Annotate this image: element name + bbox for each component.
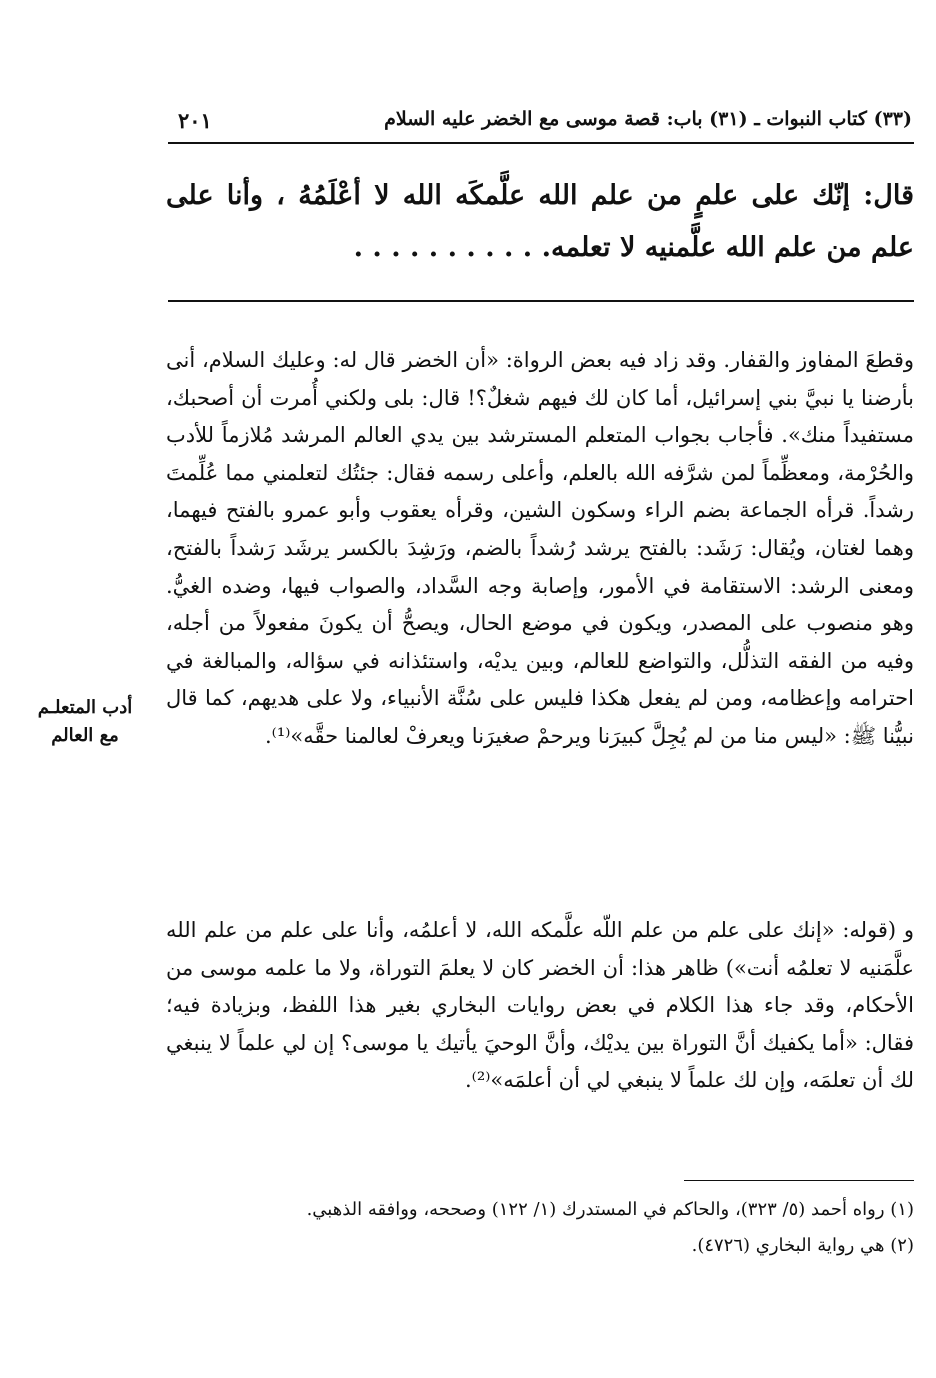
footnote-1: (١) رواه أحمد (٥/ ٣٢٣)، والحاكم في المستدرك (١/ ١٢٢) وصححه، ووافقه الذهبي. xyxy=(306,1199,914,1220)
page-number: ٢٠١ xyxy=(178,108,212,133)
footnotes xyxy=(166,1192,914,1264)
hadith-divider xyxy=(168,300,914,302)
margin-note xyxy=(10,694,160,750)
header-divider xyxy=(168,142,914,144)
footnote-divider xyxy=(684,1180,914,1181)
hadith-text: قال: إنّك على علمٍ من علم الله علَّمكَه الله لا أعْلَمُهُ ، وأنا على علم من علم الله علَّمنيه لا تعلمه. . . . . . . . . . . xyxy=(166,180,914,263)
margin-note-line-2: مع العالم xyxy=(51,725,119,746)
margin-note-line-1: أدب المتعلـم xyxy=(37,697,133,718)
footnote-2: (٢) هي رواية البخاري (٤٧٢٦). xyxy=(691,1235,914,1256)
commentary-paragraph-1: وقطعَ المفاوز والقفار. وقد زاد فيه بعض الرواة: «أن الخضر قال له: وعليك السلام، أنى بأرضنا يا نبيَّ بني إسرائيل، أما كان لك فيهم شغلٌ؟! قال: بلى ولكني أُمرت أن أصحبك، مستفيداً منك». فأجاب بجواب المتعلم المسترشد بين يدي العالم المرشد مُلازماً للأدب والحُرْمة، ومعظِّماً لمن شرَّفه الله بالعلم، وأعلى رسمه فقال: جئتُك لتعلمني مما عُلِّمتَ رشداً. قرأه الجماعة بضم الراء وسكون الشين، وقرأه يعقوب وأبو عمرو بالفتح فيهما، وهما لغتان، ويُقال: رَشَد: بالفتح يرشد رُشداً بالضم، ورَشِدَ بالكسر يرشَد رَشداً بالفتح، ومعنى الرشد: الاستقامة في الأمور، وإصابة وجه السَّداد، والصواب فيها، وضده الغيُّ. وهو منصوب على المصدر، ويكون في موضع الحال، ويصحُّ أن يكونَ مفعولاً من أجله، وفيه من الفقه التذلُّل، والتواضع للعالم، وبين يديْه، واستئذانه في سؤاله، والمبالغة في احترامه وإعظامه، ومن لم يفعل هكذا فليس على سُنَّة الأنبياء، ولا على هديهم، كما قال نبيُّنا ﷺ: «ليس منا من لم يُجِلَّ كبيرَنا ويرحمْ صغيرَنا ويعرفْ لعالمنا حقَّه»⁽¹⁾. xyxy=(166,348,914,748)
page-header xyxy=(170,108,912,140)
running-title: (٣٣) كتاب النبوات ـ (٣١) باب: قصة موسى مع الخضر عليه السلام xyxy=(384,108,912,130)
commentary-paragraph-2: و (قوله: «إنك على علم من علم اللّه علَّمكه الله، لا أعلمُه، وأنا على علم من علم الله علَّمَنيه لا تعلمُه أنت») ظاهر هذا: أن الخضر كان لا يعلمَ التوراة، ولا ما علمه موسى من الأحكام، وقد جاء هذا الكلام في بعض روايات البخاري بغير هذا اللفظ، وبزيادة فيه؛ فقال: «أما يكفيك أنَّ التوراة بين يديْك، وأنَّ الوحيَ يأتيك يا موسى؟ إن لي علماً لا ينبغي لك أن تعلمَه، وإن لك علماً لا ينبغي لي أن أعلمَه»⁽²⁾. xyxy=(166,918,914,1093)
